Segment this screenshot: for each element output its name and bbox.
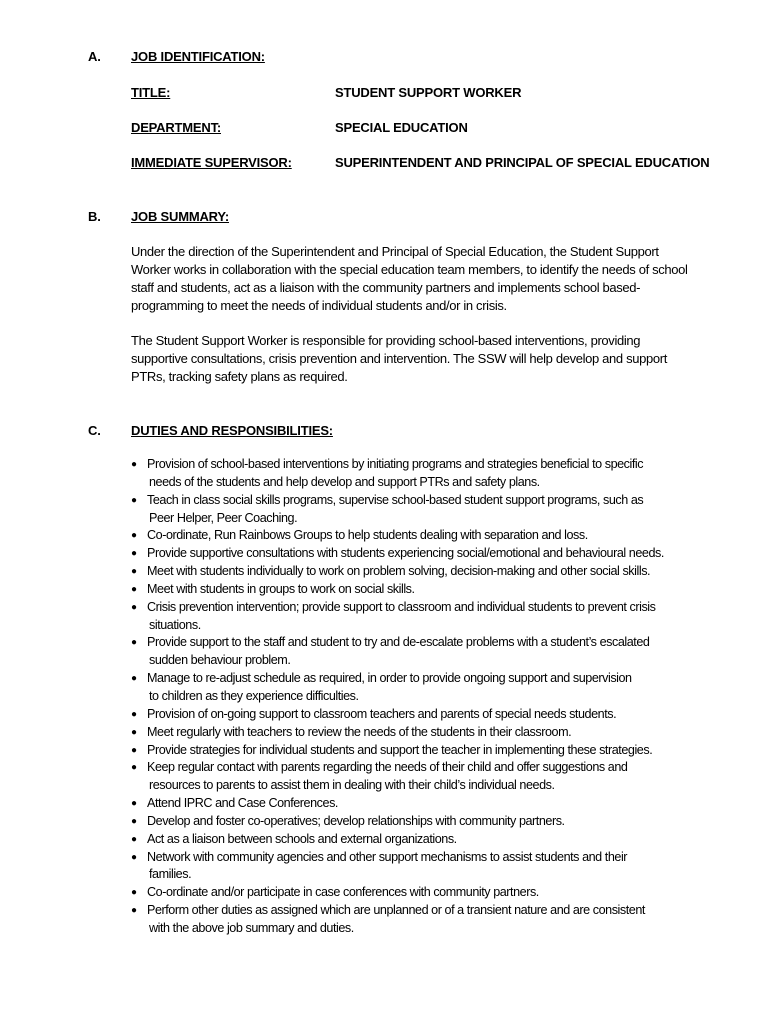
duty-item [131,563,731,581]
section-c-letter: C. [88,423,101,438]
duty-text: Keep regular contact with parents regarding the needs of their child and offer suggestions and [147,760,628,775]
section-a-letter: A. [88,49,101,64]
section-b-letter: B. [88,209,101,224]
section-c-heading: DUTIES AND RESPONSIBILITIES: [131,423,333,438]
duty-item [131,456,731,492]
duty-text: Teach in class social skills programs, supervise school-based student support programs, such as [147,492,644,507]
duties-list [131,456,731,938]
duty-item [131,581,731,599]
department-value: SPECIAL EDUCATION [335,120,468,135]
duty-item [131,813,731,831]
duty-text: Meet regularly with teachers to review the needs of the students in their classroom. [147,724,572,739]
summary-line: The Student Support Worker is responsible for providing school-based interventions, providing [131,333,641,348]
bullet-icon: ● [131,530,137,542]
duty-text: Peer Helper, Peer Coaching. [149,510,298,525]
duty-text: Provide strategies for individual students and support the teacher in implementing these strategies. [147,742,653,757]
summary-line: PTRs, tracking safety plans as required. [131,369,348,384]
duty-text: Co-ordinate and/or participate in case conferences with community partners. [147,885,539,900]
duty-item [131,670,731,706]
bullet-icon: ● [131,762,137,774]
duty-item [131,831,731,849]
duty-item [131,634,731,670]
summary-line: Worker works in collaboration with the special education team members, to identify the needs of school [131,262,688,277]
bullet-icon: ● [131,744,137,756]
bullet-icon: ● [131,905,137,917]
department-label: DEPARTMENT: [131,120,221,135]
duty-text: Network with community agencies and other support mechanisms to assist students and their [147,849,628,864]
bullet-icon: ● [131,601,137,613]
summary-paragraph-2 [131,332,711,386]
duty-text: Meet with students in groups to work on social skills. [147,581,415,596]
summary-line: staff and students, act as a liaison with the community partners and implements school based- [131,280,641,295]
bullet-icon: ● [131,637,137,649]
bullet-icon: ● [131,708,137,720]
duty-text: Provide support to the staff and student to try and de-escalate problems with a student’s escalated [147,635,650,650]
duty-text: Provide supportive consultations with students experiencing social/emotional and behavioural needs. [147,546,664,561]
duty-item [131,706,731,724]
bullet-icon: ● [131,726,137,738]
duty-item [131,742,731,760]
duty-item [131,492,731,528]
duty-item [131,902,731,938]
duty-item [131,527,731,545]
duty-text: Develop and foster co-operatives; develop relationships with community partners. [147,813,565,828]
bullet-icon: ● [131,459,137,470]
duty-text: Co-ordinate, Run Rainbows Groups to help students dealing with separation and loss. [147,528,588,543]
duty-text: needs of the students and help develop and support PTRs and safety plans. [149,474,540,489]
bullet-icon: ● [131,583,137,595]
bullet-icon: ● [131,833,137,845]
supervisor-label: IMMEDIATE SUPERVISOR: [131,155,292,170]
section-b-heading: JOB SUMMARY: [131,209,229,224]
title-label: TITLE: [131,85,171,100]
duty-text: Attend IPRC and Case Conferences. [147,796,338,811]
summary-line: programming to meet the needs of individual students and/or in crisis. [131,298,507,313]
summary-line: supportive consultations, crisis prevention and intervention. The SSW will help develop and support [131,351,667,366]
duty-text: Manage to re-adjust schedule as required, in order to provide ongoing support and supervision [147,671,632,686]
bullet-icon: ● [131,673,137,685]
title-value: STUDENT SUPPORT WORKER [335,85,522,100]
duty-item [131,599,731,635]
duty-item [131,545,731,563]
duty-item [131,795,731,813]
duty-item [131,884,731,902]
duty-text: Crisis prevention intervention; provide support to classroom and individual students to prevent crisis [147,599,656,614]
bullet-icon: ● [131,494,137,506]
bullet-icon: ● [131,887,137,899]
duty-text: sudden behaviour problem. [149,653,291,668]
duty-item [131,759,731,795]
duty-item [131,849,731,885]
bullet-icon: ● [131,815,137,827]
duty-text: situations. [149,617,201,632]
bullet-icon: ● [131,798,137,810]
duty-text: to children as they experience difficulties. [149,688,359,703]
bullet-icon: ● [131,566,137,578]
supervisor-value: SUPERINTENDENT AND PRINCIPAL OF SPECIAL EDUCATION [335,155,710,170]
bullet-icon: ● [131,548,137,560]
duty-text: resources to parents to assist them in dealing with their child’s individual needs. [149,778,555,793]
section-a-heading: JOB IDENTIFICATION: [131,49,265,64]
duty-text: with the above job summary and duties. [149,920,354,935]
duty-text: Provision of on-going support to classroom teachers and parents of special needs students. [147,706,617,721]
duty-text: Act as a liaison between schools and external organizations. [147,831,457,846]
summary-line: Under the direction of the Superintendent and Principal of Special Education, the Student Support [131,244,659,259]
summary-paragraph-1 [131,243,711,315]
duty-text: Perform other duties as assigned which are unplanned or of a transient nature and are consistent [147,903,645,918]
duty-text: Meet with students individually to work on problem solving, decision-making and other social skills. [147,564,651,579]
duty-text: families. [149,867,192,882]
duty-item [131,724,731,742]
bullet-icon: ● [131,851,137,863]
duty-text: Provision of school-based interventions by initiating programs and strategies beneficial to specific [147,457,644,471]
